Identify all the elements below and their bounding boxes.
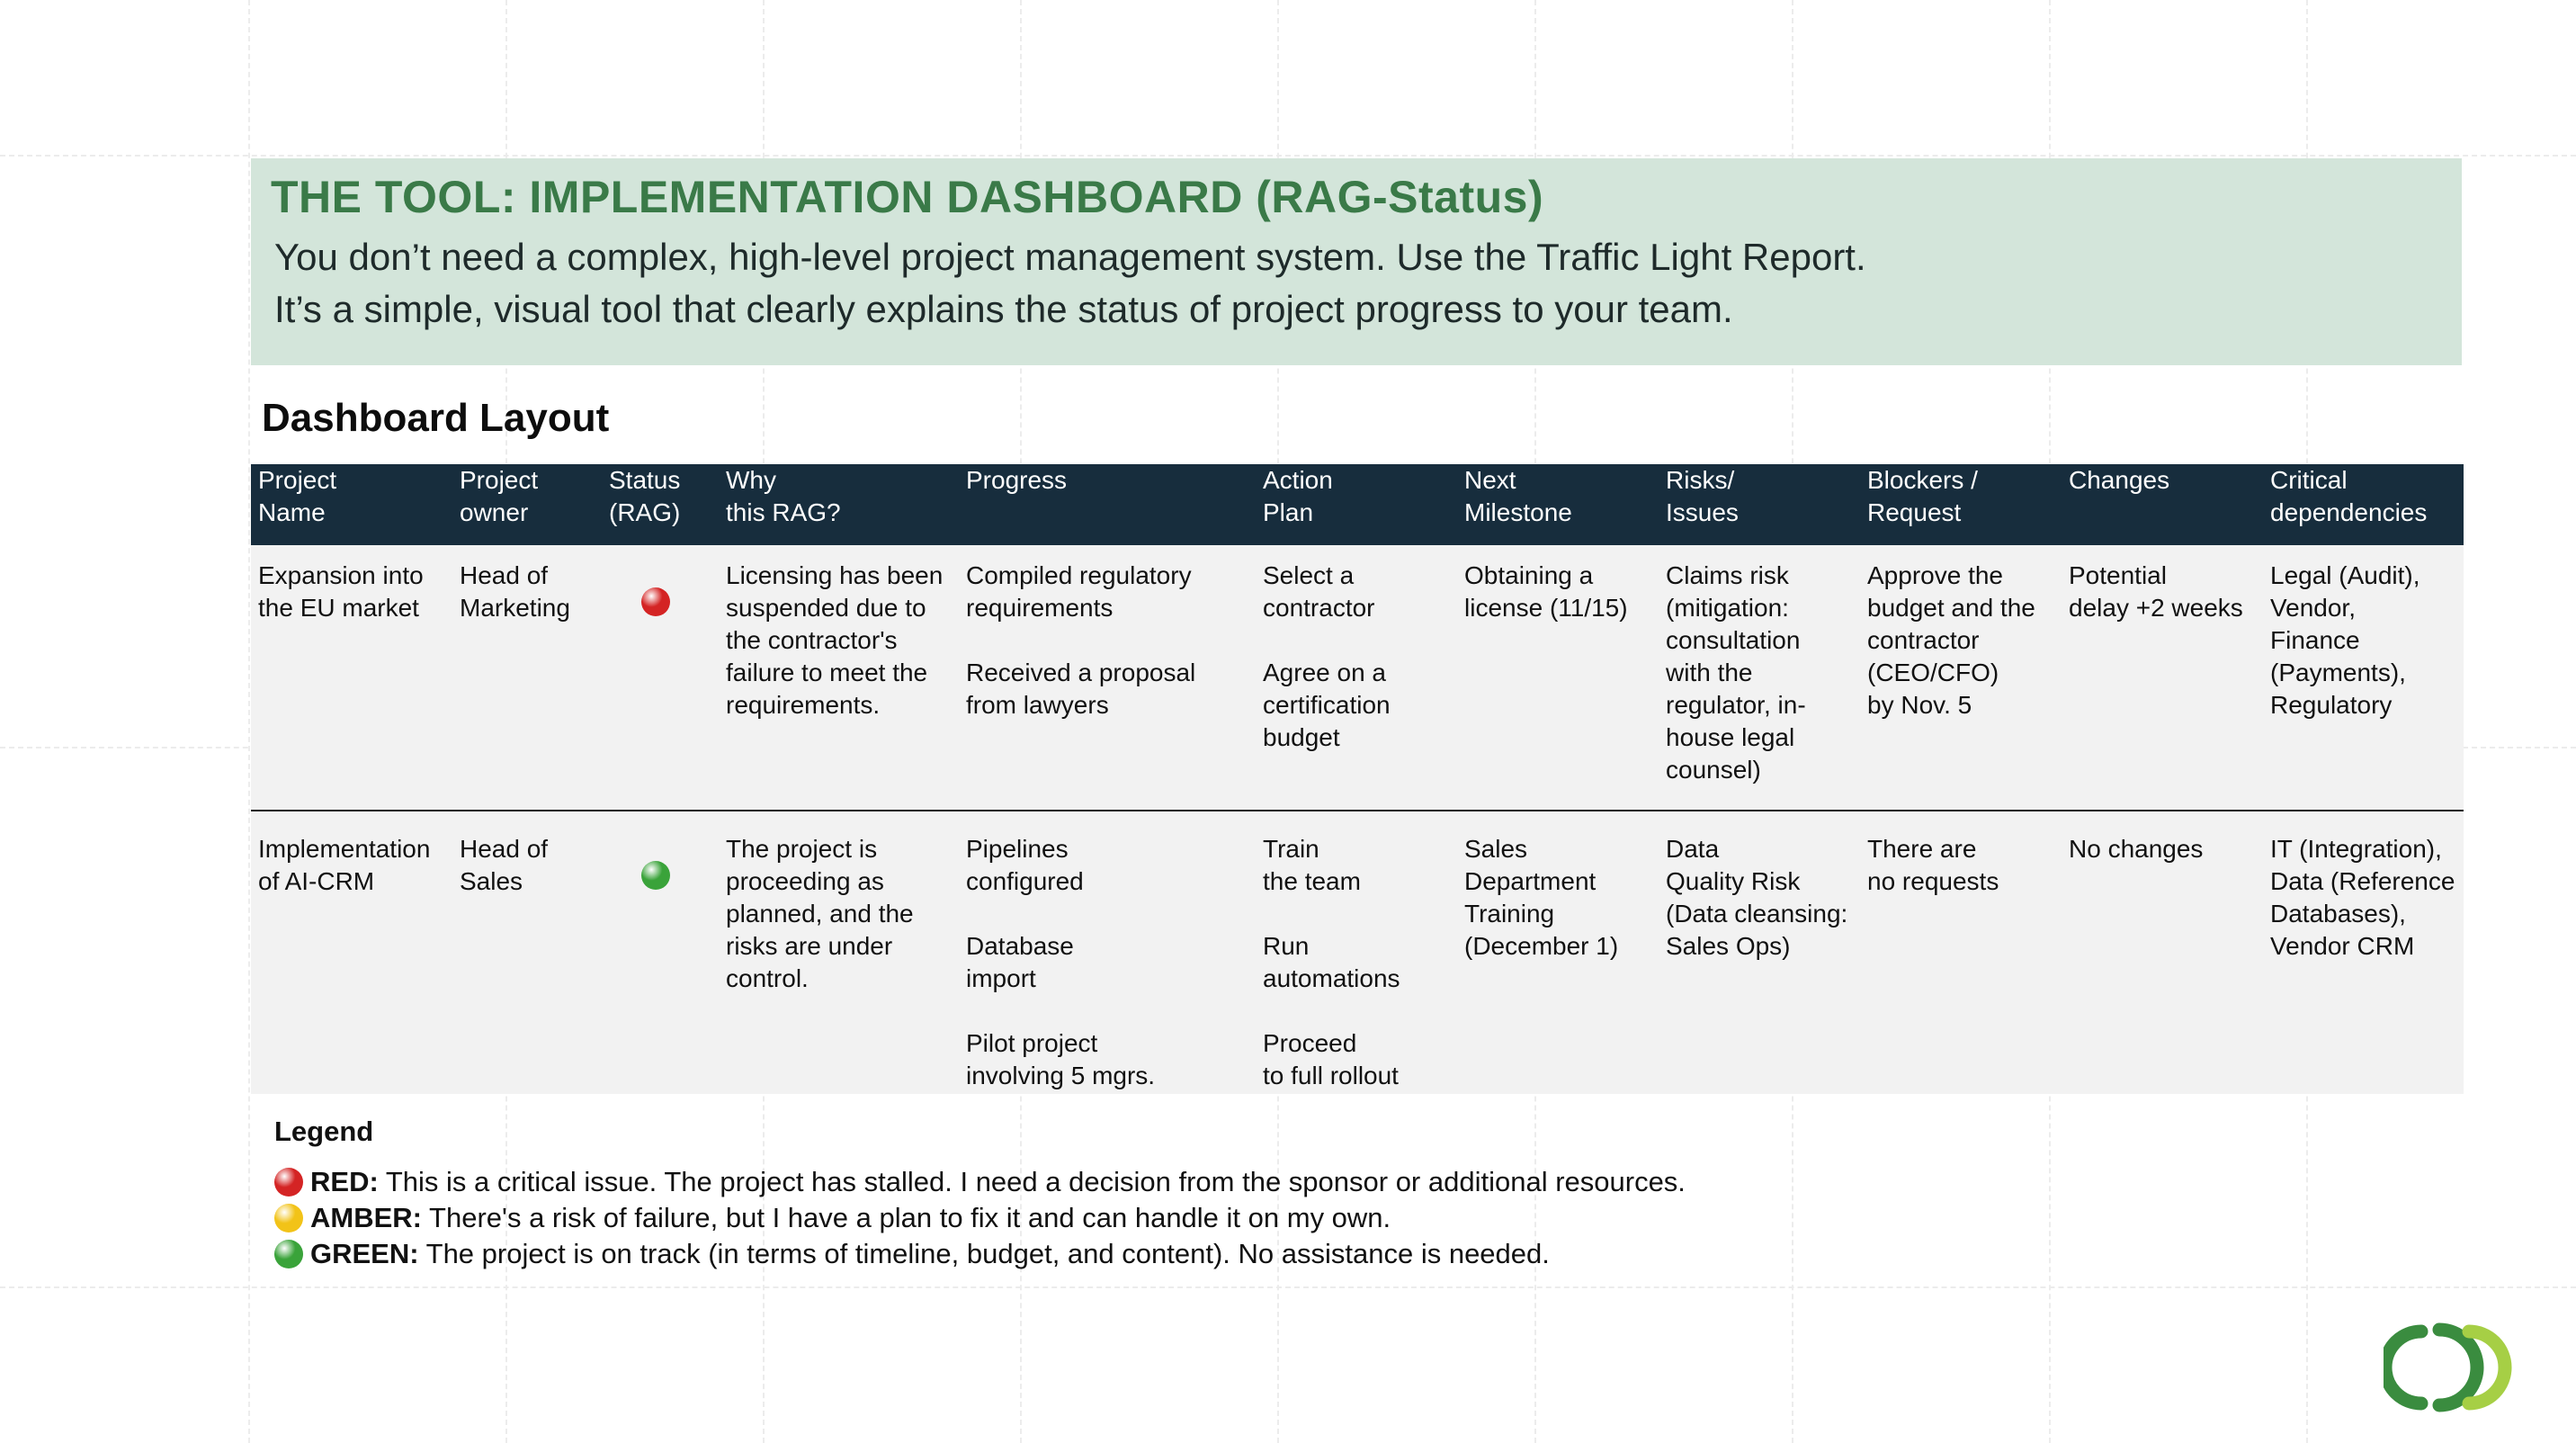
- column-header: Risks/ Issues: [1659, 464, 1860, 545]
- red-dot-icon: [274, 1168, 303, 1197]
- column-header: Action Plan: [1256, 464, 1457, 545]
- cell-changes: No changes: [2062, 811, 2263, 1094]
- dashboard-table: [251, 464, 2464, 1094]
- cell-risks: Claims risk (mitigation: consultation with the regulator, in- house legal counsel): [1659, 545, 1860, 811]
- grid-line: [0, 155, 2576, 157]
- cell-dependencies: Legal (Audit), Vendor, Finance (Payments), Regulatory: [2263, 545, 2464, 811]
- cell-why: Licensing has been suspended due to the contractor's failure to meet the requirements.: [719, 545, 959, 811]
- column-header: Progress: [959, 464, 1256, 545]
- legend-text: There's a risk of failure, but I have a plan to fix it and can handle it on my own.: [422, 1202, 1391, 1233]
- brand-logo-icon: [2384, 1322, 2518, 1412]
- legend-label: GREEN:: [310, 1238, 419, 1269]
- legend-text: The project is on track (in terms of timeline, budget, and content). No assistance is needed.: [418, 1238, 1550, 1269]
- legend-label: AMBER:: [310, 1202, 422, 1233]
- legend-label: RED:: [310, 1166, 379, 1197]
- cell-project-owner: Head of Sales: [452, 811, 602, 1094]
- cell-project-name: Implementation of AI-CRM: [251, 811, 452, 1094]
- legend: [274, 1116, 1686, 1269]
- column-header: Project Name: [251, 464, 452, 545]
- cell-why: The project is proceeding as planned, and the risks are under control.: [719, 811, 959, 1094]
- cell-dependencies: IT (Integration), Data (Reference Databases), Vendor CRM: [2263, 811, 2464, 1094]
- cell-risks: Data Quality Risk (Data cleansing: Sales Ops): [1659, 811, 1860, 1094]
- table-header-row: [251, 464, 2464, 545]
- column-header: Project owner: [452, 464, 602, 545]
- intro-banner: [251, 158, 2462, 365]
- green-dot-icon: [274, 1240, 303, 1268]
- cell-action-plan: Train the team Run automations Proceed to full rollout: [1256, 811, 1457, 1094]
- red-dot-icon: [641, 587, 670, 616]
- cell-blockers: There are no requests: [1860, 811, 2062, 1094]
- cell-blockers: Approve the budget and the contractor (CEO/CFO) by Nov. 5: [1860, 545, 2062, 811]
- green-dot-icon: [641, 861, 670, 890]
- section-title: Dashboard Layout: [262, 396, 610, 440]
- grid-line: [248, 0, 250, 1443]
- amber-dot-icon: [274, 1204, 303, 1232]
- column-header: Why this RAG?: [719, 464, 959, 545]
- cell-progress: Pipelines configured Database import Pilot project involving 5 mgrs.: [959, 811, 1256, 1094]
- legend-title: Legend: [274, 1116, 374, 1147]
- cell-project-name: Expansion into the EU market: [251, 545, 452, 811]
- cell-changes: Potential delay +2 weeks: [2062, 545, 2263, 811]
- banner-title: THE TOOL: IMPLEMENTATION DASHBOARD (RAG-Status): [271, 172, 1544, 222]
- banner-line-1: You don’t need a complex, high-level project management system. Use the Traffic Light Report.: [274, 236, 1866, 278]
- table-row: [251, 545, 2464, 811]
- grid-line: [0, 1286, 2576, 1288]
- cell-progress: Compiled regulatory requirements Received a proposal from lawyers: [959, 545, 1256, 811]
- cell-status: [602, 811, 719, 1094]
- column-header: Blockers / Request: [1860, 464, 2062, 545]
- banner-line-2: It’s a simple, visual tool that clearly explains the status of project progress to your team.: [274, 288, 1733, 330]
- column-header: Critical dependencies: [2263, 464, 2464, 545]
- cell-next-milestone: Sales Department Training (December 1): [1457, 811, 1659, 1094]
- cell-next-milestone: Obtaining a license (11/15): [1457, 545, 1659, 811]
- table-row: [251, 811, 2464, 1094]
- cell-project-owner: Head of Marketing: [452, 545, 602, 811]
- column-header: Status (RAG): [602, 464, 719, 545]
- legend-text: This is a critical issue. The project has stalled. I need a decision from the sponsor or additional resources.: [378, 1166, 1686, 1197]
- cell-action-plan: Select a contractor Agree on a certification budget: [1256, 545, 1457, 811]
- column-header: Changes: [2062, 464, 2263, 545]
- cell-status: [602, 545, 719, 811]
- column-header: Next Milestone: [1457, 464, 1659, 545]
